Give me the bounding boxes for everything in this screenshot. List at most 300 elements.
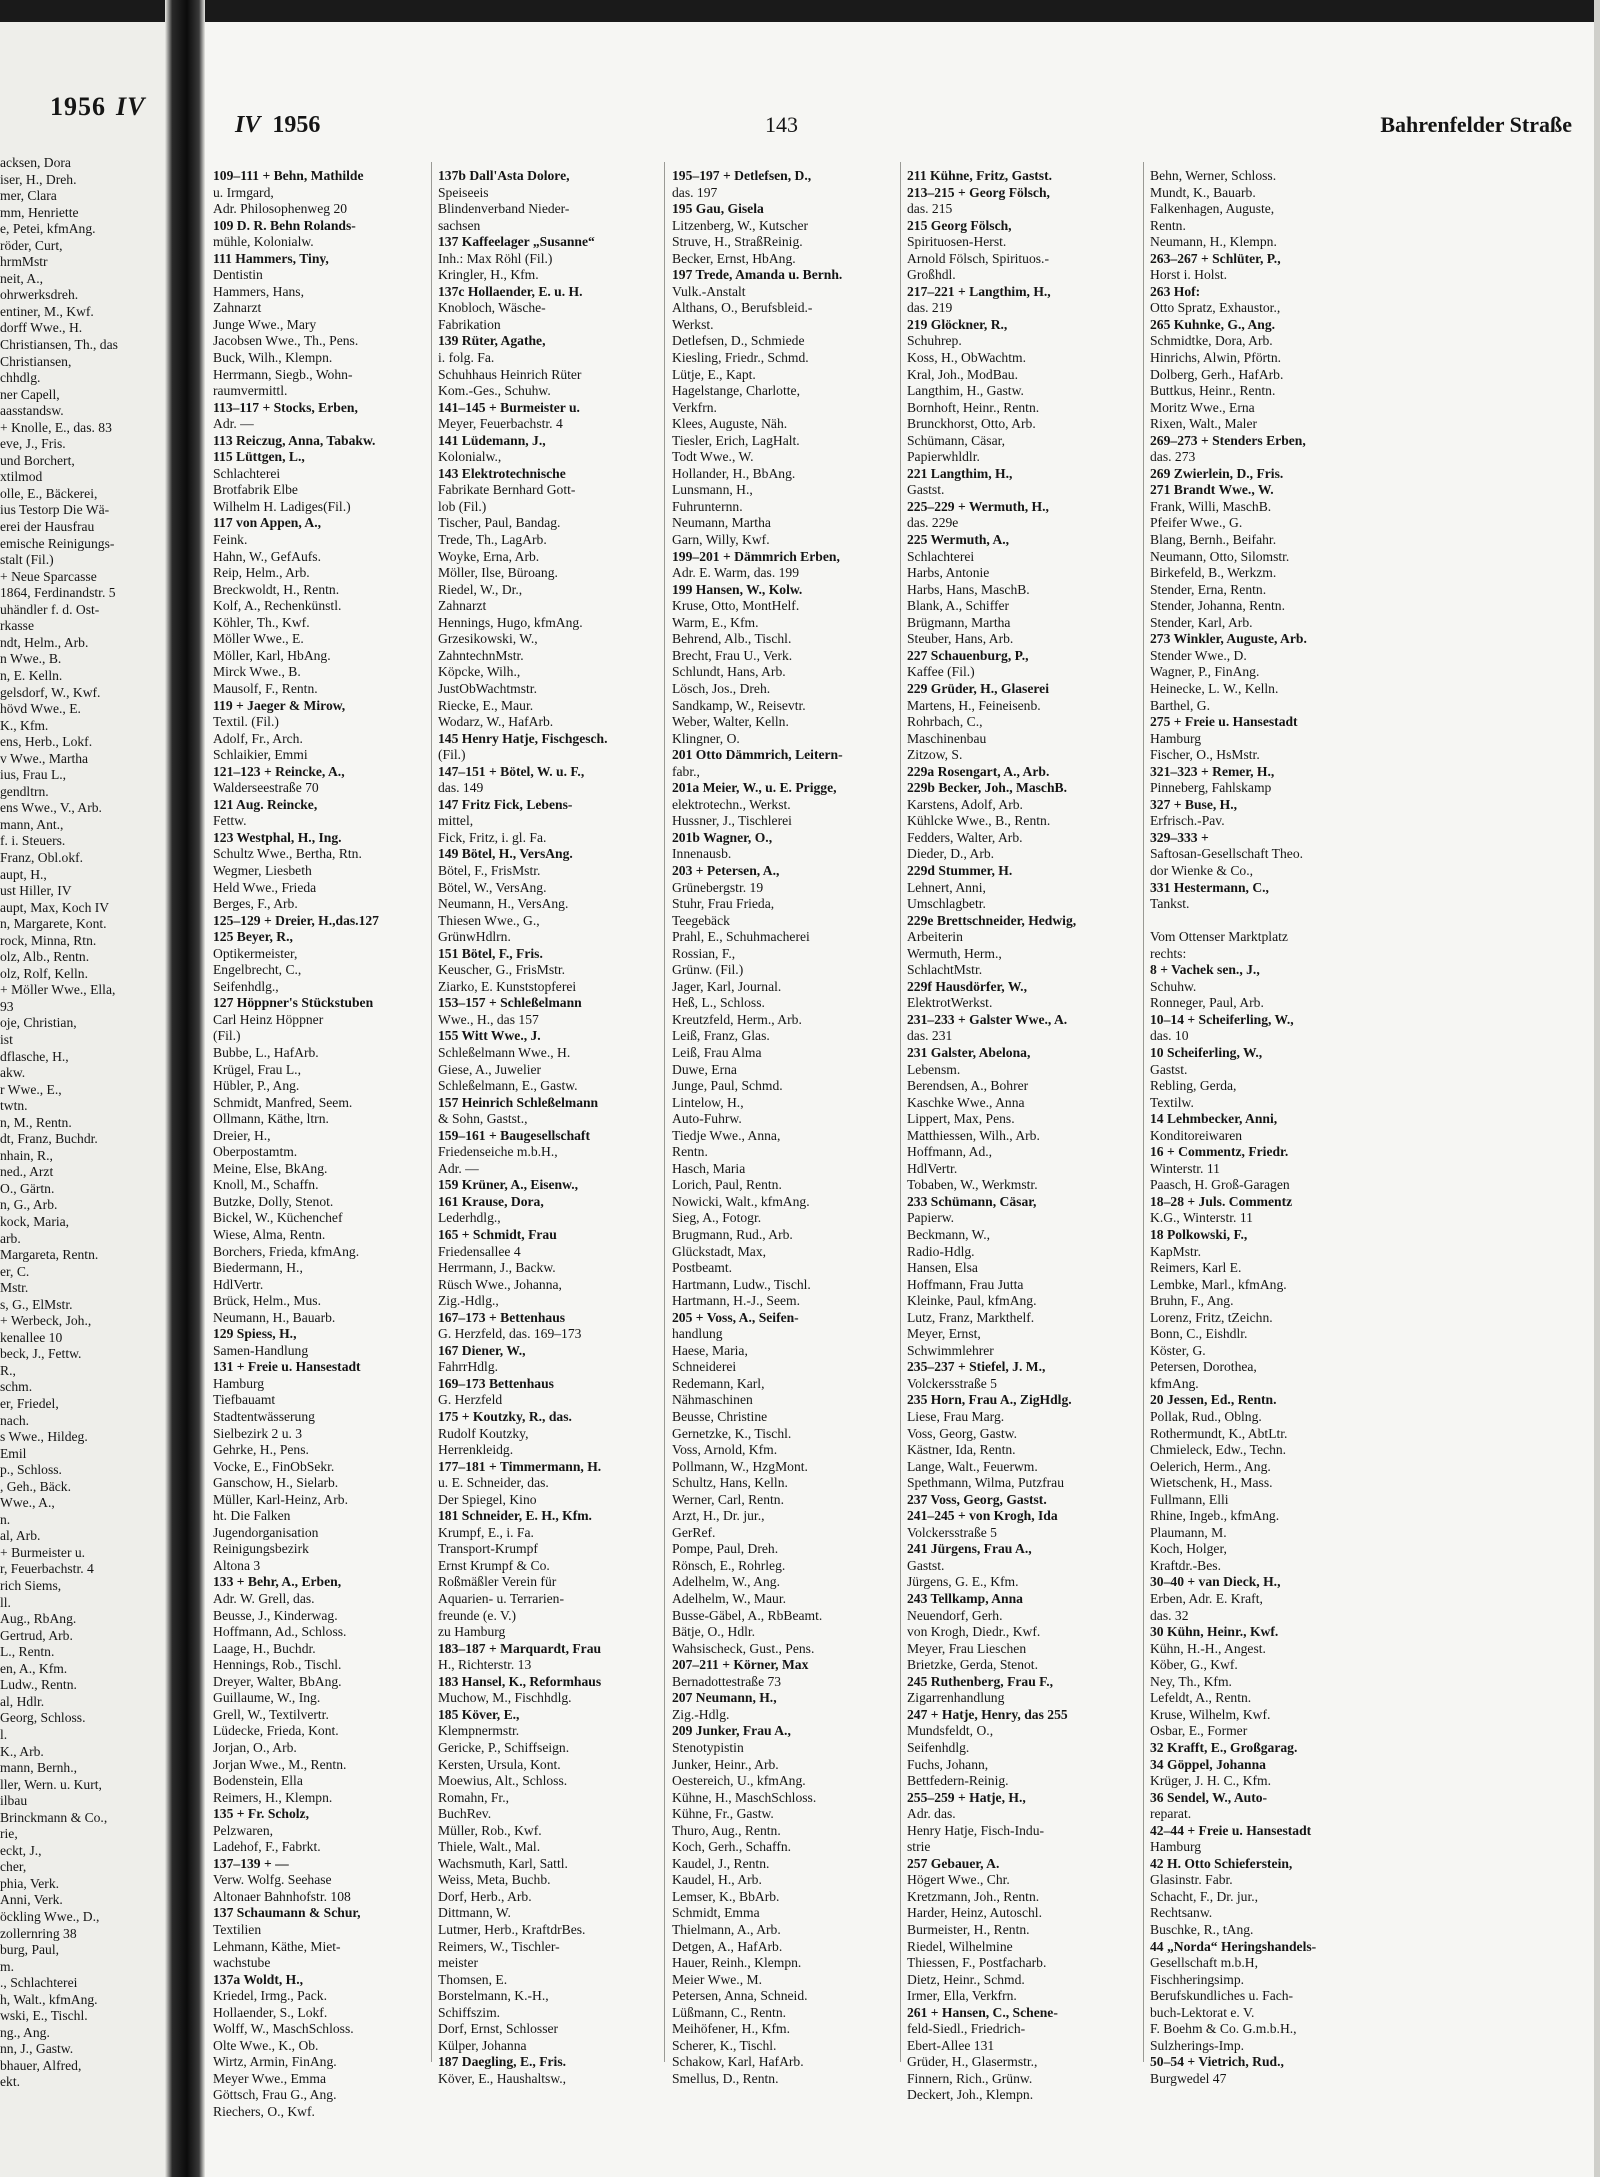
directory-line: R., bbox=[0, 1362, 16, 1378]
directory-line: Möller, Ilse, Büroang. bbox=[438, 565, 558, 581]
directory-line: Petersen, Dorothea, bbox=[1150, 1359, 1257, 1375]
directory-line: Müller, Rob., Kwf. bbox=[438, 1822, 542, 1838]
directory-line: 117 von Appen, A., bbox=[213, 515, 322, 531]
directory-line: 245 Ruthenberg, Frau F., bbox=[907, 1673, 1054, 1689]
directory-line: 155 Witt Wwe., J. bbox=[438, 1028, 541, 1044]
directory-line: das. 231 bbox=[907, 1028, 953, 1044]
directory-line: mm, Henriette bbox=[0, 204, 79, 220]
directory-line: Franz, Obl.okf. bbox=[0, 849, 84, 865]
directory-line: Erfrisch.-Pav. bbox=[1150, 813, 1225, 829]
directory-line: 205 + Voss, A., Seifen- bbox=[672, 1309, 799, 1325]
directory-line: Schakow, Karl, HafArb. bbox=[672, 2054, 804, 2070]
directory-line: Brecht, Frau U., Verk. bbox=[672, 647, 793, 663]
directory-line: Schmidtke, Dora, Arb. bbox=[1150, 333, 1273, 349]
directory-line: Brugmann, Rud., Arb. bbox=[672, 1227, 793, 1242]
directory-line: Hollander, H., BbAng. bbox=[672, 465, 796, 481]
directory-line: Borstelmann, K.-H., bbox=[438, 1988, 549, 2004]
directory-line: das. 215 bbox=[907, 201, 953, 217]
directory-line: Adr. — bbox=[213, 416, 254, 432]
directory-line: Walderseestraße 70 bbox=[213, 780, 319, 796]
directory-line: 109 D. R. Behn Rolands- bbox=[213, 217, 356, 233]
directory-line: Blindenverband Nieder- bbox=[438, 201, 570, 217]
directory-line: Textil. (Fil.) bbox=[213, 714, 279, 730]
directory-line: Meyer, Ernst, bbox=[907, 1326, 981, 1342]
directory-line: Der Spiegel, Kino bbox=[438, 1491, 537, 1507]
directory-line: Kiesling, Friedr., Schmd. bbox=[672, 350, 809, 366]
directory-line: n. bbox=[0, 1511, 11, 1527]
directory-line: 257 Gebauer, A. bbox=[907, 1855, 1000, 1871]
directory-line: Lutmer, Herb., KraftdrBes. bbox=[438, 1921, 586, 1937]
directory-line: Hoffmann, Frau Jutta bbox=[907, 1276, 1024, 1292]
directory-line: Buttkus, Heinr., Rentn. bbox=[1150, 383, 1276, 399]
directory-line: Hennings, Rob., Tischl. bbox=[213, 1657, 342, 1673]
directory-line: Harbs, Hans, MaschB. bbox=[907, 581, 1030, 597]
directory-line: Martens, H., Feineisenb. bbox=[907, 697, 1041, 713]
directory-line: K., Kfm. bbox=[0, 717, 49, 733]
directory-line: Jacobsen Wwe., Th., Pens. bbox=[213, 333, 359, 349]
directory-line: 93 bbox=[0, 998, 14, 1014]
directory-line: 321–323 + Remer, H., bbox=[1150, 763, 1275, 779]
directory-line: Kreutzfeld, Herm., Arb. bbox=[672, 1011, 802, 1027]
directory-line: Radio-Hdlg. bbox=[907, 1243, 975, 1259]
directory-line: Bettfedern-Reinig. bbox=[907, 1773, 1009, 1789]
directory-line: Stender, Johanna, Rentn. bbox=[1150, 598, 1285, 614]
directory-line: Arbeiterin bbox=[907, 929, 963, 945]
directory-line: Glückstadt, Max, bbox=[672, 1243, 767, 1259]
directory-line: 157 Heinrich Schleßelmann bbox=[438, 1094, 599, 1110]
directory-line: iser, H., Dreh. bbox=[0, 171, 77, 187]
directory-line: Frank, Willi, MaschB. bbox=[1150, 498, 1272, 514]
directory-line: handlung bbox=[672, 1326, 723, 1342]
directory-line: Koch, Gerh., Schaffn. bbox=[672, 1839, 792, 1855]
directory-line: Wiese, Alma, Rentn. bbox=[213, 1227, 326, 1242]
directory-line: Hasch, Maria bbox=[672, 1160, 746, 1176]
directory-line: twtn. bbox=[0, 1098, 28, 1114]
directory-line: 159–161 + Baugesellschaft bbox=[438, 1127, 590, 1143]
directory-line: n Wwe., B. bbox=[0, 651, 62, 667]
directory-line: h, Walt., kfmAng. bbox=[0, 1991, 98, 2007]
directory-line: Tiedje Wwe., Anna, bbox=[672, 1127, 781, 1143]
directory-column-4 bbox=[907, 168, 1137, 2104]
directory-line: Klempnermstr. bbox=[438, 1723, 520, 1739]
directory-line: Weber, Walter, Kelln. bbox=[672, 714, 789, 730]
directory-line: olz, Alb., Rentn. bbox=[0, 949, 90, 965]
directory-line: Ernst Krumpf & Co. bbox=[438, 1557, 550, 1573]
directory-line: 229e Brettschneider, Hedwig, bbox=[907, 912, 1077, 928]
directory-line: Dreier, H., bbox=[213, 1127, 271, 1143]
directory-line: Liese, Frau Marg. bbox=[907, 1409, 1005, 1425]
directory-line: 195–197 + Detlefsen, D., bbox=[672, 168, 812, 183]
directory-line: 247 + Hatje, Henry, das 255 bbox=[907, 1706, 1068, 1722]
directory-line: 241–245 + von Krogh, Ida bbox=[907, 1508, 1058, 1524]
directory-line: Gastst. bbox=[1150, 1061, 1188, 1077]
directory-line: Schlundt, Hans, Arb. bbox=[672, 664, 786, 680]
directory-line: Gesellschaft m.b.H, bbox=[1150, 1955, 1258, 1971]
directory-line: Altona 3 bbox=[213, 1557, 261, 1573]
directory-line: Thuro, Aug., Rentn. bbox=[672, 1822, 781, 1838]
directory-line: Dieder, D., Arb. bbox=[907, 846, 995, 862]
directory-line: 18–28 + Juls. Commentz bbox=[1150, 1193, 1293, 1209]
directory-line: 42–44 + Freie u. Hansestadt bbox=[1150, 1822, 1312, 1838]
directory-line: Wagner, P., FinAng. bbox=[1150, 664, 1260, 680]
directory-line: Textilien bbox=[213, 1921, 262, 1937]
directory-line: rock, Minna, Rtn. bbox=[0, 932, 97, 948]
directory-line: 225–229 + Wermuth, H., bbox=[907, 498, 1049, 514]
directory-line: & Sohn, Gastst., bbox=[438, 1111, 528, 1127]
directory-line: Brietzke, Gerda, Stenot. bbox=[907, 1657, 1038, 1673]
directory-line: Lorenz, Fritz, tZeichn. bbox=[1150, 1309, 1273, 1325]
directory-line: 44 „Norda“ Heringshandels- bbox=[1150, 1938, 1317, 1954]
directory-line: 235–237 + Stiefel, J. M., bbox=[907, 1359, 1046, 1375]
column-divider bbox=[900, 162, 901, 2062]
directory-line: elektrotechn., Werkst. bbox=[672, 796, 791, 812]
directory-line: Rothermundt, K., AbtLtr. bbox=[1150, 1425, 1288, 1441]
directory-line: 199–201 + Dämmrich Erben, bbox=[672, 548, 840, 564]
directory-line: Thielmann, A., Arb. bbox=[672, 1921, 781, 1937]
directory-line: Fischheringsimp. bbox=[1150, 1971, 1245, 1987]
directory-line: Sulzherings-Imp. bbox=[1150, 2037, 1245, 2053]
directory-line: acksen, Dora bbox=[0, 155, 71, 170]
directory-line: Innenausb. bbox=[672, 846, 732, 862]
directory-line: Fischer, O., HsMstr. bbox=[1150, 747, 1260, 763]
directory-line: Friedenseiche m.b.H., bbox=[438, 1144, 558, 1160]
directory-line: Bötel, F., FrisMstr. bbox=[438, 862, 541, 878]
directory-line: Bonn, C., Eishdlr. bbox=[1150, 1326, 1248, 1342]
directory-line: Sandkamp, W., Reisevtr. bbox=[672, 697, 806, 713]
directory-line: freunde (e. V.) bbox=[438, 1607, 517, 1623]
directory-line: 119 + Jaeger & Mirow, bbox=[213, 697, 346, 713]
directory-line: Scherer, K., Tischl. bbox=[672, 2037, 777, 2053]
directory-line: olle, E., Bäckerei, bbox=[0, 485, 98, 501]
directory-line: Gastst. bbox=[907, 482, 945, 498]
directory-line: Vulk.-Anstalt bbox=[672, 283, 746, 299]
directory-line: Christiansen, bbox=[0, 353, 72, 369]
directory-line: 133 + Behr, A., Erben, bbox=[213, 1574, 342, 1590]
directory-line: 275 + Freie u. Hansestadt bbox=[1150, 714, 1298, 730]
directory-line: das. 197 bbox=[672, 184, 718, 200]
directory-line: 161 Krause, Dora, bbox=[438, 1193, 544, 1209]
directory-line: Woyke, Erna, Arb. bbox=[438, 548, 540, 564]
directory-line: n, Margarete, Kont. bbox=[0, 916, 107, 932]
directory-line: Arzt, H., Dr. jur., bbox=[672, 1508, 765, 1524]
directory-line: stalt (Fil.) bbox=[0, 552, 54, 568]
directory-line: Zigarrenhandlung bbox=[907, 1690, 1005, 1706]
directory-line: Kühn, H.-H., Angest. bbox=[1150, 1640, 1266, 1656]
directory-line: 221 Langthim, H., bbox=[907, 465, 1013, 481]
directory-line: Hinrichs, Alwin, Pförtn. bbox=[1150, 350, 1282, 366]
directory-line: F. Boehm & Co. G.m.b.H., bbox=[1150, 2021, 1297, 2037]
directory-line: Behrend, Alb., Tischl. bbox=[672, 631, 792, 647]
directory-line: Seifenhdlg., bbox=[213, 978, 279, 994]
directory-line: Kretzmann, Joh., Rentn. bbox=[907, 1888, 1040, 1904]
directory-line: Schultz Wwe., Bertha, Rtn. bbox=[213, 846, 362, 862]
directory-line: Tiefbauamt bbox=[213, 1392, 276, 1408]
directory-line: akw. bbox=[0, 1065, 26, 1081]
directory-line: Glasinstr. Fabr. bbox=[1150, 1872, 1233, 1888]
directory-line: Garn, Willy, Kwf. bbox=[672, 532, 770, 548]
directory-line bbox=[1150, 913, 1360, 930]
directory-line: Reimers, W., Tischler- bbox=[438, 1938, 560, 1954]
directory-line: Tobaben, W., Werkmstr. bbox=[907, 1177, 1038, 1193]
directory-line: Hoffmann, Ad., bbox=[907, 1144, 993, 1160]
directory-line: Lebensm. bbox=[907, 1061, 961, 1077]
directory-line: Kästner, Ida, Rentn. bbox=[907, 1442, 1016, 1458]
directory-line: Herrmann, J., Backw. bbox=[438, 1260, 556, 1276]
directory-line: Borchers, Frieda, kfmAng. bbox=[213, 1243, 360, 1259]
directory-line: Schleßelmann, E., Gastw. bbox=[438, 1078, 578, 1094]
directory-line: Umschlagbetr. bbox=[907, 896, 986, 912]
directory-line: 147 Fritz Fick, Lebens- bbox=[438, 796, 573, 812]
directory-line: Großhdl. bbox=[907, 267, 956, 283]
directory-line: das. 229e bbox=[907, 515, 959, 531]
directory-line: 137 Kaffeelager „Susanne“ bbox=[438, 234, 595, 250]
directory-line: ng., Ang. bbox=[0, 2024, 50, 2040]
directory-line: dflasche, H., bbox=[0, 1048, 69, 1064]
directory-line: 10–14 + Scheiferling, W., bbox=[1150, 1011, 1294, 1027]
directory-line: 167 Diener, W., bbox=[438, 1342, 526, 1358]
directory-line: Göttsch, Frau G., Ang. bbox=[213, 2087, 337, 2103]
directory-column-2 bbox=[438, 168, 656, 2087]
directory-line: Meine, Else, BkAng. bbox=[213, 1160, 328, 1176]
directory-line: Altonaer Bahnhofstr. 108 bbox=[213, 1888, 351, 1904]
directory-line: Grell, W., Textilvertr. bbox=[213, 1706, 329, 1722]
directory-line: Kringler, H., Kfm. bbox=[438, 267, 539, 283]
directory-line: Oelerich, Herm., Ang. bbox=[1150, 1458, 1271, 1474]
directory-line: Sielbezirk 2 u. 3 bbox=[213, 1425, 303, 1441]
directory-line: nn, J., Gastw. bbox=[0, 2041, 74, 2057]
scan-top-border bbox=[0, 0, 1600, 22]
directory-line: das. 149 bbox=[438, 780, 484, 796]
directory-line: Adolf, Fr., Arch. bbox=[213, 730, 303, 746]
directory-line: Guillaume, W., Ing. bbox=[213, 1690, 321, 1706]
directory-line: Ronneger, Paul, Arb. bbox=[1150, 995, 1264, 1011]
directory-line: schm. bbox=[0, 1379, 33, 1395]
directory-line: Kaudel, J., Rentn. bbox=[672, 1855, 770, 1871]
directory-line: Winterstr. 11 bbox=[1150, 1160, 1220, 1176]
directory-line: HdlVertr. bbox=[907, 1160, 958, 1176]
directory-line: 201b Wagner, O., bbox=[672, 829, 773, 845]
directory-line: ndt, Helm., Arb. bbox=[0, 634, 89, 650]
directory-line: Adr. E. Warm, das. 199 bbox=[672, 565, 800, 581]
directory-line: fabr., bbox=[672, 763, 700, 779]
directory-line: 243 Tellkamp, Anna bbox=[907, 1591, 1023, 1607]
directory-line: Stender Wwe., D. bbox=[1150, 647, 1247, 663]
directory-line: Riechers, O., Kwf. bbox=[213, 2103, 315, 2119]
directory-line: Adr. Philosophenweg 20 bbox=[213, 201, 348, 217]
directory-line: BuchRev. bbox=[438, 1806, 492, 1822]
directory-line: erei der Hausfrau bbox=[0, 519, 95, 535]
directory-line: 261 + Hansen, C., Schene- bbox=[907, 2004, 1058, 2020]
directory-line: Zahnarzt bbox=[438, 598, 487, 614]
directory-line: Pompe, Paul, Dreh. bbox=[672, 1541, 779, 1557]
directory-line: Struve, H., StraßReinig. bbox=[672, 234, 803, 250]
directory-line: 143 Elektrotechnische bbox=[438, 465, 566, 481]
directory-line: Wwe., A., bbox=[0, 1495, 55, 1511]
directory-line: rechts: bbox=[1150, 945, 1187, 961]
directory-line: KapMstr. bbox=[1150, 1243, 1201, 1259]
directory-line: Wahsischeck, Gust., Pens. bbox=[672, 1640, 815, 1656]
directory-line: phia, Verk. bbox=[0, 1875, 60, 1891]
directory-line: Schmidt, Emma bbox=[672, 1905, 760, 1921]
directory-line: 32 Krafft, E., Großgarag. bbox=[1150, 1739, 1298, 1755]
directory-line: L., Rentn. bbox=[0, 1644, 55, 1660]
directory-line: Ganschow, H., Sielarb. bbox=[213, 1475, 339, 1491]
directory-line: Falkenhagen, Auguste, bbox=[1150, 201, 1275, 217]
directory-line: Lehmann, Käthe, Miet- bbox=[213, 1938, 341, 1954]
directory-line: Hagelstange, Charlotte, bbox=[672, 383, 800, 399]
directory-line: meister bbox=[438, 1955, 479, 1971]
directory-line: Todt Wwe., W. bbox=[672, 449, 754, 465]
directory-line: Heinecke, L. W., Kelln. bbox=[1150, 680, 1279, 696]
directory-line: Hennings, Hugo, kfmAng. bbox=[438, 614, 583, 630]
directory-line: Buck, Wilh., Klempn. bbox=[213, 350, 333, 366]
directory-line: wski, E., Tischl. bbox=[0, 2008, 88, 2024]
directory-line: Mundt, K., Bauarb. bbox=[1150, 184, 1256, 200]
book-gutter bbox=[165, 0, 205, 2177]
directory-line: 137c Hollaender, E. u. H. bbox=[438, 283, 583, 299]
directory-line: Wegmer, Liesbeth bbox=[213, 862, 312, 878]
directory-line: Hauer, Reinh., Klempn. bbox=[672, 1955, 802, 1971]
directory-line: Bätje, O., Hdlr. bbox=[672, 1624, 756, 1640]
directory-line: 183 Hansel, K., Reformhaus bbox=[438, 1673, 602, 1689]
directory-line: 30–40 + van Dieck, H., bbox=[1150, 1574, 1281, 1590]
directory-line: 135 + Fr. Scholz, bbox=[213, 1806, 309, 1822]
directory-line: Krüger, J. H. C., Kfm. bbox=[1150, 1773, 1272, 1789]
directory-line: Ebert-Allee 131 bbox=[907, 2037, 995, 2053]
directory-line: Papierwhldlr. bbox=[907, 449, 980, 465]
directory-line: er, Friedel, bbox=[0, 1396, 59, 1412]
directory-line: Kriedel, Irmg., Pack. bbox=[213, 1988, 328, 2004]
directory-line: rich Siems, bbox=[0, 1578, 62, 1594]
directory-column-3 bbox=[672, 168, 894, 2087]
directory-line: Rentn. bbox=[672, 1144, 708, 1160]
directory-line: GerRef. bbox=[672, 1524, 716, 1540]
directory-line: 265 Kuhnke, G., Ang. bbox=[1150, 316, 1276, 332]
directory-line: Thomsen, E. bbox=[438, 1971, 508, 1987]
directory-line: 159 Krüner, A., Eisenw., bbox=[438, 1177, 578, 1193]
directory-line: von Krogh, Diedr., Kwf. bbox=[907, 1624, 1041, 1640]
directory-line: Zig.-Hdlg. bbox=[672, 1706, 730, 1722]
directory-line: dor Wienke & Co., bbox=[1150, 862, 1254, 878]
directory-line: Kaudel, H., Arb. bbox=[672, 1872, 762, 1888]
directory-line: Hamburg bbox=[1150, 1839, 1202, 1855]
directory-line: Oberpostamtm. bbox=[213, 1144, 298, 1160]
directory-line: Adr. — bbox=[438, 1160, 479, 1176]
directory-line: 50–54 + Vietrich, Rud., bbox=[1150, 2054, 1284, 2070]
directory-line: Breckwoldt, H., Rentn. bbox=[213, 581, 340, 597]
directory-line: H., Richterstr. 13 bbox=[438, 1657, 532, 1673]
directory-line: ens, Herb., Lokf. bbox=[0, 734, 93, 750]
directory-line: 331 Hestermann, C., bbox=[1150, 879, 1269, 895]
directory-line: Wolff, W., MaschSchloss. bbox=[213, 2021, 354, 2037]
directory-line: beck, J., Fettw. bbox=[0, 1346, 82, 1362]
directory-line: Wietschenk, H., Mass. bbox=[1150, 1475, 1273, 1491]
directory-line: Rüsch Wwe., Johanna, bbox=[438, 1276, 562, 1292]
directory-line: Junge, Paul, Schmd. bbox=[672, 1078, 783, 1094]
directory-line: Maschinenbau bbox=[907, 730, 987, 746]
directory-line: zu Hamburg bbox=[438, 1624, 506, 1640]
directory-line: r, Feuerbachstr. 4 bbox=[0, 1561, 94, 1577]
directory-line: K.G., Winterstr. 11 bbox=[1150, 1210, 1253, 1226]
directory-line: 177–181 + Timmermann, H. bbox=[438, 1458, 602, 1474]
directory-line: kock, Maria, bbox=[0, 1214, 70, 1229]
directory-line: Reinigungsbezirk bbox=[213, 1541, 309, 1557]
directory-line: ekt. bbox=[0, 2074, 21, 2090]
directory-line: Pelzwaren, bbox=[213, 1822, 274, 1838]
directory-line: Verw. Wolfg. Seehase bbox=[213, 1872, 332, 1888]
directory-line: Hoffmann, Ad., Schloss. bbox=[213, 1624, 347, 1640]
directory-line: Giese, A., Juwelier bbox=[438, 1061, 542, 1077]
directory-line: 1864, Ferdinandstr. 5 bbox=[0, 585, 116, 601]
directory-line: Krumpf, E., i. Fa. bbox=[438, 1524, 534, 1540]
directory-page bbox=[205, 22, 1600, 2177]
directory-line: ned., Arzt bbox=[0, 1164, 54, 1180]
directory-line: Mausolf, F., Rentn. bbox=[213, 680, 318, 696]
directory-line: Romahn, Fr., bbox=[438, 1789, 509, 1805]
page-edge bbox=[1594, 0, 1600, 2177]
left-page-column bbox=[0, 155, 165, 2091]
directory-line: Klingner, O. bbox=[672, 730, 740, 746]
directory-line: aasstandsw. bbox=[0, 403, 64, 419]
directory-line: Speiseeis bbox=[438, 184, 489, 200]
directory-line: Köber, G., Kwf. bbox=[1150, 1657, 1238, 1673]
directory-line: Weiss, Meta, Buchb. bbox=[438, 1872, 551, 1888]
directory-line: ius Testorp Die Wä- bbox=[0, 502, 110, 518]
directory-line: Fick, Fritz, i. gl. Fa. bbox=[438, 829, 547, 845]
directory-line: HdlVertr. bbox=[213, 1276, 264, 1292]
directory-line: 165 + Schmidt, Frau bbox=[438, 1227, 557, 1242]
directory-line: 175 + Koutzky, R., das. bbox=[438, 1409, 572, 1425]
directory-line: Inh.: Max Röhl (Fil.) bbox=[438, 250, 553, 266]
directory-line: Bruhn, F., Ang. bbox=[1150, 1293, 1234, 1309]
directory-line: 263–267 + Schlüter, P., bbox=[1150, 250, 1281, 266]
directory-line: Georg, Schloss. bbox=[0, 1710, 86, 1726]
directory-line: 18 Polkowski, F., bbox=[1150, 1227, 1248, 1242]
directory-line: + Neue Sparcasse bbox=[0, 568, 97, 584]
directory-line: Stenotypistin bbox=[672, 1739, 744, 1755]
directory-line: Lintelow, H., bbox=[672, 1094, 744, 1110]
directory-line: Schleßelmann Wwe., H. bbox=[438, 1044, 571, 1060]
directory-line: 167–173 + Bettenhaus bbox=[438, 1309, 566, 1325]
previous-page-fragment bbox=[0, 22, 165, 2177]
directory-column-5 bbox=[1150, 168, 1360, 2087]
directory-line: cher, bbox=[0, 1859, 27, 1875]
directory-line: Dreyer, Walter, BbAng. bbox=[213, 1673, 342, 1689]
directory-line: G. Herzfeld bbox=[438, 1392, 503, 1408]
directory-line: Meier Wwe., M. bbox=[672, 1971, 762, 1987]
directory-line: Bickel, W., Küchenchef bbox=[213, 1210, 343, 1226]
directory-line: 121 Aug. Reincke, bbox=[213, 796, 318, 812]
directory-line: Schlachterei bbox=[907, 548, 975, 564]
directory-line: Rentn. bbox=[1150, 217, 1186, 233]
directory-line: Carl Heinz Höppner bbox=[213, 1011, 324, 1027]
directory-line: n, E. Kelln. bbox=[0, 667, 63, 683]
directory-line: gelsdorf, W., Kwf. bbox=[0, 684, 101, 700]
directory-line: Lange, Walt., Feuerwm. bbox=[907, 1458, 1038, 1474]
directory-line: Riedel, Wilhelmine bbox=[907, 1938, 1013, 1954]
directory-line: 229b Becker, Joh., MaschB. bbox=[907, 780, 1067, 796]
directory-line: + Möller Wwe., Ella, bbox=[0, 982, 116, 998]
directory-line: Olte Wwe., K., Ob. bbox=[213, 2037, 319, 2053]
directory-line: Stadtentwässerung bbox=[213, 1409, 315, 1425]
directory-line: Litzenberg, W., Kutscher bbox=[672, 217, 809, 233]
directory-line: Buschke, R., tAng. bbox=[1150, 1921, 1254, 1937]
directory-line: Lemser, K., BbArb. bbox=[672, 1888, 780, 1904]
directory-line: Möller, Karl, HbAng. bbox=[213, 647, 331, 663]
directory-line: Berufskundliches u. Fach- bbox=[1150, 1988, 1294, 2004]
directory-line: Reip, Helm., Arb. bbox=[213, 565, 310, 581]
directory-line: Fuchs, Johann, bbox=[907, 1756, 989, 1772]
